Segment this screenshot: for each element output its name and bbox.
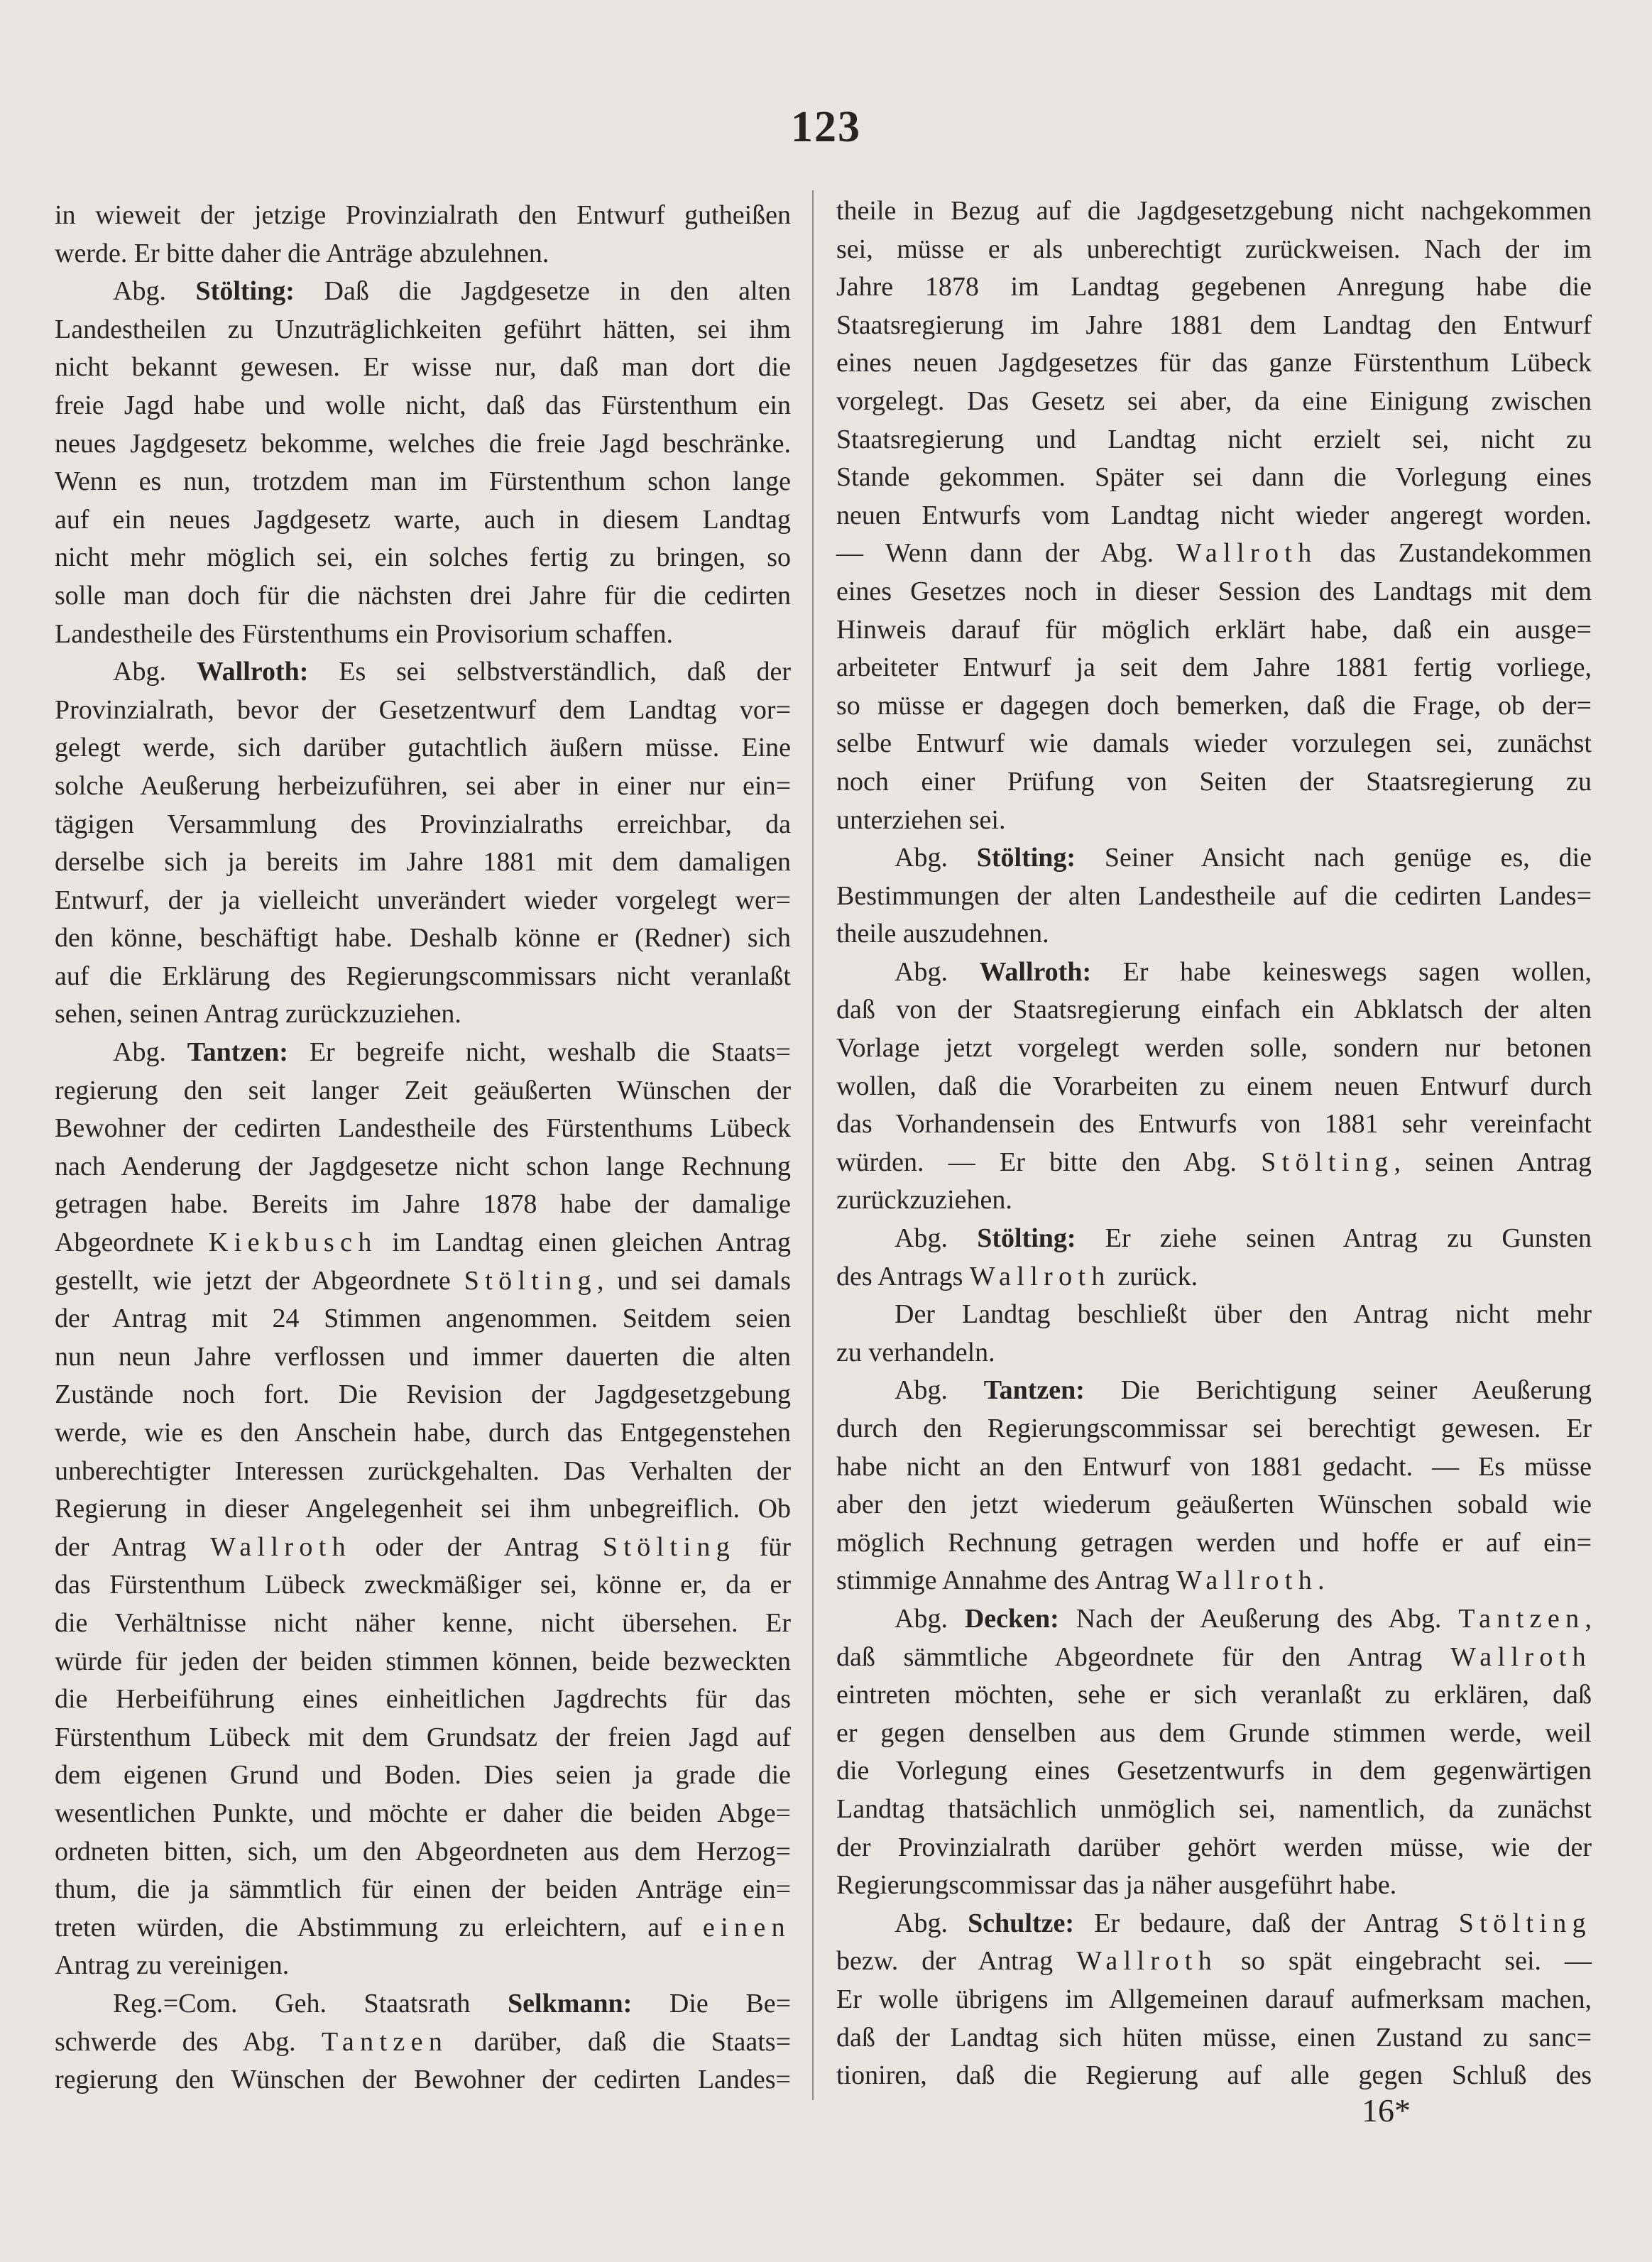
text-run: Abg. [113,657,197,687]
text-line [836,1639,1592,1677]
text-line: tägigen Versammlung des Provinzialraths erreichbar, da [55,809,791,839]
text-line: werde, wie es den Anschein habe, durch das Entgegenstehen [55,1418,791,1448]
text-line: Bestimmungen der alten Landestheile auf die cedirten Landes= [836,880,1592,911]
text-line [836,1905,1592,1943]
text-line: Zustände noch fort. Die Revision der Jagdgesetzgebung [55,1379,791,1410]
text-line [836,1600,1592,1639]
emphasized-name: Stölting [1458,1908,1592,1938]
text-line: auf ein neues Jagdgesetz warte, auch in diesem Landtag [55,504,791,535]
text-line: den könne, beschäftigt habe. Deshalb könne er (Redner) sich [55,923,791,954]
text-run: Abg. [113,276,196,307]
text-line: würde für jeden der beiden stimmen können, beide bezweckten [55,1646,791,1676]
text-run: würden. — Er bitte den Abg. [836,1147,1262,1177]
text-line [836,1372,1592,1410]
text-line: Landtag thatsächlich unmöglich sei, namentlich, da zunächst [836,1793,1592,1824]
text-line: nach Aenderung der Jagdgesetze nicht schon lange Rechnung [55,1151,791,1181]
text-line: tioniren, daß die Regierung auf alle gegen Schluß des [836,2060,1592,2091]
text-line: nicht bekannt gewesen. Er wisse nur, daß man dort die [55,352,791,383]
text-line: wesentlichen Punkte, und möchte er daher die beiden Abge= [55,1798,791,1828]
text-run: Er habe keineswegs sagen wollen, [1091,956,1592,987]
text-line: eines Gesetzes noch in dieser Session des Landtags mit dem [836,576,1592,606]
text-run: Nach der Aeußerung des Abg. [1059,1603,1459,1634]
speaker-name: Stölting: [976,843,1076,873]
text-line [836,1943,1592,1981]
text-line: Stande gekommen. Später sei dann die Vorlegung eines [836,462,1592,493]
speaker-name: Schultze: [968,1908,1075,1938]
paragraph [55,1034,791,1985]
text-line: vorgelegt. Das Gesetz sei aber, da eine Einigung zwischen [836,386,1592,416]
emphasized-name: Wallroth [1076,1946,1218,1977]
text-run: oder der Antrag [351,1531,603,1562]
text-run: Abg. [895,843,977,873]
text-line: Bewohner der cedirten Landestheile des Fürstenthums Lübeck [55,1113,791,1144]
text-line: Der Landtag beschließt über den Antrag nicht mehr [895,1299,1592,1330]
text-line: Wenn es nun, trotzdem man im Fürstenthum schon lange [55,466,791,497]
emphasized-name: Wallroth [1176,538,1318,569]
emphasized-name: einen [702,1912,791,1943]
speaker-name: Stölting: [195,276,295,307]
text-run: treten würden, die Abstimmung zu erleichtern, auf [55,1912,703,1943]
text-line: noch einer Prüfung von Seiten der Staatsregierung zu [836,766,1592,797]
text-line: die Vorlegung eines Gesetzentwurfs in dem gegenwärtigen [836,1756,1592,1786]
text-line: gelegt werde, sich darüber gutachtlich äußern müsse. Eine [55,733,791,763]
text-run: Abg. [895,1375,984,1406]
text-line: thum, die ja sämmtlich für einen der beiden Anträge ein= [55,1874,791,1905]
text-line: daß der Landtag sich hüten müsse, einen Zustand zu sanc= [836,2022,1592,2053]
text-line: derselbe sich ja bereits im Jahre 1881 mit dem damaligen [55,847,791,878]
column-divider [812,190,814,2100]
speaker-name: Stölting: [977,1223,1076,1254]
text-line: nun neun Jahre verflossen und immer dauerten die alten [55,1341,791,1372]
text-run: Daß die Jagdgesetze in den alten [294,276,791,307]
text-line: Landestheile des Fürstenthums ein Provisorium schaffen. [55,618,674,649]
text-line: auf die Erklärung des Regierungscommissars nicht veranlaßt [55,961,791,991]
text-line [836,535,1592,573]
text-line [55,273,791,311]
text-line: Regierung in dieser Angelegenheit sei ihm unbegreiflich. Ob [55,1494,791,1524]
text-line: arbeiteter Entwurf ja seit dem Jahre 1881 fertig vorliege, [836,652,1592,683]
text-run: Abg. [895,1223,978,1254]
paragraph [55,197,791,273]
text-line: eines neuen Jagdgesetzes für das ganze Fürstenthum Lübeck [836,348,1592,378]
text-run: Reg.=Com. Geh. Staatsrath [113,1988,508,2018]
text-line [55,1224,791,1262]
text-line: neuen Entwurfs vom Landtag nicht wieder angeregt worden. [836,500,1592,530]
text-line: regierung den seit langer Zeit geäußerten Wünschen der [55,1075,791,1105]
text-line: Hinweis darauf für möglich erklärt habe, daß ein ausge= [836,614,1592,645]
text-run: im Landtag einen gleichen Antrag [377,1228,792,1258]
paragraph [55,1985,791,2099]
text-run: Er bedaure, daß der Antrag [1074,1908,1459,1938]
speaker-name: Tantzen: [983,1375,1085,1406]
text-run: bezw. der Antrag [836,1946,1077,1977]
text-run: — Wenn dann der Abg. [836,538,1176,569]
text-line: die Herbeiführung eines einheitlichen Jagdrechts für das [55,1684,791,1715]
emphasized-name: Kiekbusch [208,1228,378,1258]
text-line [836,839,1592,878]
paragraph [836,192,1592,839]
text-line: unberechtigter Interessen zurückgehalten. Das Verhalten der [55,1455,791,1486]
paragraph [836,839,1592,954]
text-run: darüber, daß die Staats= [448,2026,791,2057]
paragraph [836,1372,1592,1600]
emphasized-name: Wallroth [1176,1566,1318,1596]
text-line: selbe Entwurf wie damals wieder vorzulegen sei, zunächst [836,728,1592,759]
page-number: 123 [791,103,861,151]
text-line: werde. Er bitte daher die Anträge abzulehnen. [55,238,549,268]
text-line: dem eigenen Grund und Boden. Dies seien ja grade die [55,1760,791,1791]
text-line: Jahre 1878 im Landtag gegebenen Anregung habe die [836,272,1592,302]
text-run: für [735,1531,792,1562]
text-run: . [1318,1566,1325,1596]
text-line: Provinzialrath, bevor der Gesetzentwurf dem Landtag vor= [55,694,791,725]
text-run: Er ziehe seinen Antrag zu Gunsten [1076,1223,1592,1254]
speaker-name: Wallroth: [979,956,1092,987]
text-line: sehen, seinen Antrag zurückzuziehen. [55,999,461,1029]
text-line: habe nicht an den Entwurf von 1881 gedacht. — Es müsse [836,1451,1592,1482]
text-run: Abg. [895,1603,965,1634]
emphasized-name: Stölting [1261,1147,1394,1177]
text-line: er gegen denselben aus dem Grunde stimmen werde, weil [836,1717,1592,1748]
text-run: so spät eingebracht sei. — [1218,1946,1592,1977]
text-line: sei, müsse er als unberechtigt zurückweisen. Nach der im [836,234,1592,264]
speaker-name: Selkmann: [508,1988,633,2018]
text-line: getragen habe. Bereits im Jahre 1878 habe der damalige [55,1189,791,1220]
text-run: , seinen Antrag [1394,1147,1592,1177]
paragraph [836,1600,1592,1905]
text-run: Seiner Ansicht nach genüge es, die [1076,843,1592,873]
text-line: wollen, daß die Vorarbeiten zu einem neuen Entwurf durch [836,1071,1592,1101]
text-line: freie Jagd habe und wolle nicht, daß das Fürstenthum ein [55,390,791,420]
text-line [55,1909,791,1947]
emphasized-name: Wallroth [210,1531,352,1562]
signature-mark: 16* [1362,2092,1411,2129]
text-line [836,954,1592,992]
left-column [55,197,791,2099]
text-run: des Antrags [836,1261,970,1291]
text-run: gestellt, wie jetzt der Abgeordnete [55,1265,464,1296]
text-line: nicht mehr möglich sei, ein solches fertig zu bringen, so [55,542,791,573]
paragraph [836,1220,1592,1296]
text-line [55,1034,791,1072]
text-line: Regierungscommissar das ja näher ausgeführt habe. [836,1870,1397,1901]
paragraph [836,1905,1592,2095]
speaker-name: Wallroth: [196,657,309,687]
text-run: Die Be= [632,1988,792,2018]
text-line: Vorlage jetzt vorgelegt werden solle, sondern nur betonen [836,1033,1592,1064]
text-run: Abg. [895,1908,968,1938]
text-line: möglich Rechnung getragen werden und hoffe er auf ein= [836,1527,1592,1558]
emphasized-name: Wallroth [969,1261,1111,1291]
paragraph [836,954,1592,1220]
text-line: Landestheilen zu Unzuträglichkeiten geführt hätten, sei ihm [55,314,791,344]
text-line: durch den Regierungscommissar sei berechtigt gewesen. Er [836,1414,1592,1443]
text-line [836,1220,1592,1258]
paragraph [55,653,791,1034]
speaker-name: Decken: [964,1603,1059,1634]
emphasized-name: Stölting [602,1531,736,1562]
text-line [836,1258,1592,1296]
text-run: Abg. [113,1037,187,1068]
text-run: daß sämmtliche Abgeordnete für den Antrag [836,1641,1451,1672]
text-line: das Vorhandensein des Entwurfs von 1881 sehr vereinfacht [836,1109,1592,1140]
text-line: solle man doch für die nächsten drei Jahre für die cedirten [55,580,791,611]
text-line [55,1262,791,1301]
emphasized-name: Tantzen [1458,1603,1585,1634]
text-line: aber den jetzt wiederum geäußerten Wünschen sobald wie [836,1490,1592,1520]
text-run: Es sei selbstverständlich, daß der [308,657,791,687]
speaker-name: Tantzen: [187,1037,288,1068]
text-run: Die Berichtigung seiner Aeußerung [1084,1375,1592,1406]
text-line: daß von der Staatsregierung einfach ein Abklatsch der alten [836,995,1592,1025]
text-line: Staatsregierung und Landtag nicht erzielt sei, nicht zu [836,424,1592,454]
text-run: Er begreife nicht, weshalb die Staats= [288,1037,791,1068]
emphasized-name: Stölting [464,1265,597,1296]
text-line: Staatsregierung im Jahre 1881 dem Landtag den Entwurf [836,310,1592,340]
text-line: die Verhältnisse nicht näher kenne, nicht übersehen. Er [55,1607,791,1638]
text-line: regierung den Wünschen der Bewohner der cedirten Landes= [55,2065,791,2095]
text-line: zurückzuziehen. [836,1185,1012,1215]
text-line: theile auszudehnen. [836,919,1049,949]
text-line: das Fürstenthum Lübeck zweckmäßiger sei, könne er, da er [55,1570,791,1600]
text-line: solche Aeußerung herbeizuführen, sei aber in einer nur ein= [55,770,791,801]
text-line: der Provinzialrath darüber gehört werden müsse, wie der [836,1832,1592,1862]
text-line: neues Jagdgesetz bekomme, welches die freie Jagd beschränke. [55,428,791,459]
text-line: ordneten bitten, sich, um den Abgeordneten aus dem Herzog= [55,1836,791,1867]
text-line: theile in Bezug auf die Jagdgesetzgebung nicht nachgekommen [836,196,1592,226]
text-line [55,1985,791,2023]
text-line: unterziehen sei. [836,804,1006,835]
text-line: Fürstenthum Lübeck mit dem Grundsatz der freien Jagd auf [55,1722,791,1752]
text-run: der Antrag [55,1531,211,1562]
text-run: , und sei damals [596,1265,791,1296]
text-line [836,1144,1592,1182]
text-line: eintreten möchten, sehe er sich veranlaßt zu erklären, daß [836,1680,1592,1710]
text-line: so müsse er dagegen doch bemerken, daß die Frage, ob der= [836,690,1592,721]
right-column [836,192,1592,2095]
text-line: der Antrag mit 24 Stimmen angenommen. Seitdem seien [55,1304,791,1334]
text-run: zurück. [1110,1261,1198,1291]
text-run: stimmige Annahme des Antrag [836,1566,1177,1596]
text-run: , [1585,1603,1592,1634]
emphasized-name: Wallroth [1450,1641,1592,1672]
text-run: das Zustandekommen [1317,538,1592,569]
text-line: Er wolle übrigens im Allgemeinen darauf aufmerksam machen, [836,1984,1592,2014]
text-run: Abgeordnete [55,1228,209,1258]
text-line [55,653,791,692]
text-run: schwerde des Abg. [55,2026,322,2057]
paragraph [55,273,791,653]
text-line [55,1529,791,1567]
text-line: Entwurf, der ja vielleicht unverändert wieder vorgelegt wer= [55,885,791,915]
emphasized-name: Tantzen [321,2026,449,2057]
text-line [55,2023,791,2062]
text-line: in wieweit der jetzige Provinzialrath den Entwurf gutheißen [55,200,791,230]
paragraph [836,1296,1592,1372]
text-run: Abg. [895,956,980,987]
text-line: zu verhandeln. [836,1337,995,1367]
text-line [836,1562,1592,1600]
text-line: Antrag zu vereinigen. [55,1950,290,1981]
